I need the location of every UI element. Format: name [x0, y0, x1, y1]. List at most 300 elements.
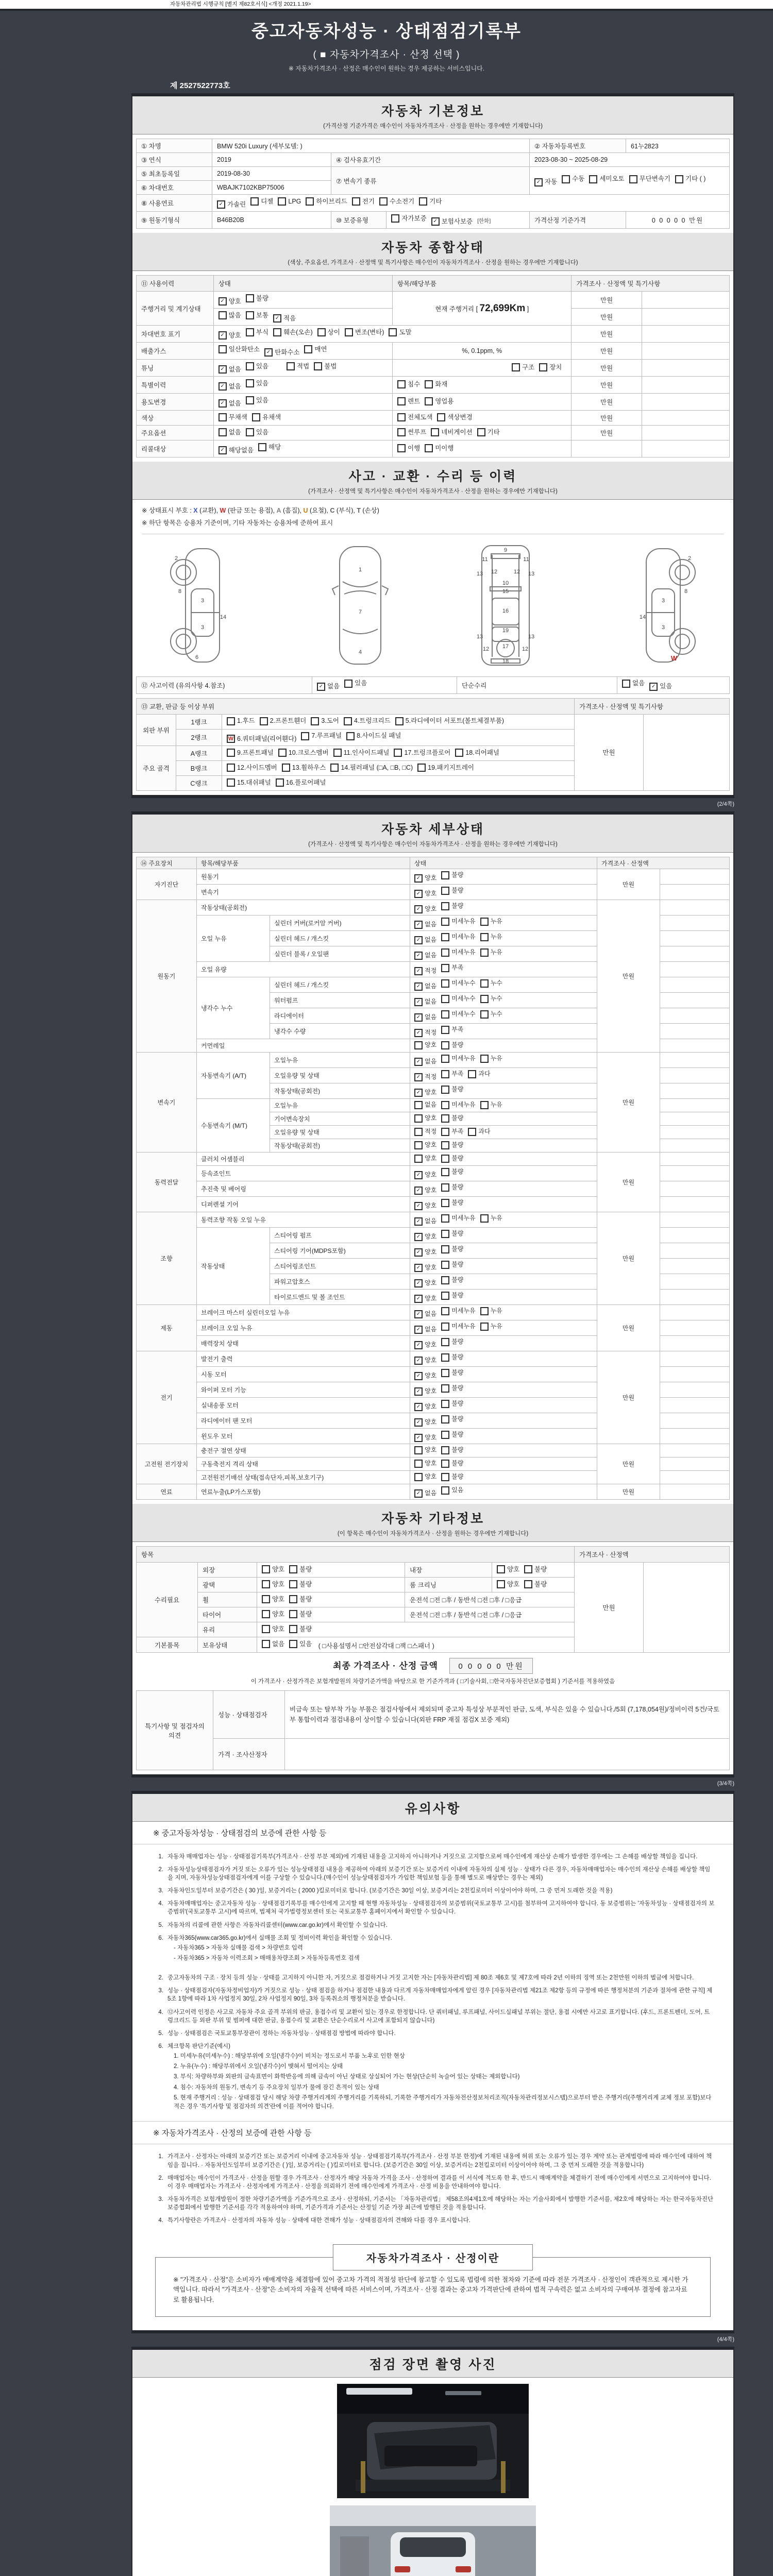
- table-cell: [660, 1413, 730, 1429]
- table-cell: 작동상태(공회전): [270, 1083, 410, 1099]
- checkbox-option[interactable]: [414, 1279, 436, 1287]
- diagram-part-number: 15: [502, 588, 509, 595]
- checkbox-option[interactable]: [414, 1310, 436, 1318]
- checkbox-option[interactable]: [246, 294, 268, 302]
- checkbox-option[interactable]: [306, 197, 347, 206]
- checkbox-label: 있음: [256, 379, 269, 387]
- diagram-part-number: 13: [528, 570, 534, 577]
- checkbox-box: ✓: [219, 365, 227, 374]
- checkbox-option[interactable]: [425, 397, 453, 405]
- checkbox-option[interactable]: [414, 1171, 436, 1179]
- table-cell: [410, 1099, 597, 1112]
- checkbox-option[interactable]: [273, 314, 296, 323]
- checkbox-option[interactable]: [344, 717, 391, 725]
- table-cell: ⑤ 최초등록일: [137, 167, 212, 181]
- table-cell: [660, 931, 730, 946]
- checkbox-option[interactable]: [330, 764, 413, 772]
- checkbox-option[interactable]: [441, 1183, 463, 1192]
- checkbox-option[interactable]: [414, 1326, 436, 1334]
- checkbox-option[interactable]: [419, 197, 442, 206]
- checkbox-option[interactable]: [414, 874, 436, 883]
- checkbox-option[interactable]: [317, 328, 340, 336]
- table-cell: [660, 1320, 730, 1336]
- checkbox-option[interactable]: [441, 1141, 463, 1149]
- checkbox-option[interactable]: [441, 1114, 463, 1123]
- checkbox-box: [441, 1199, 449, 1207]
- checkbox-option[interactable]: [414, 1357, 436, 1365]
- checkbox-option[interactable]: [441, 1155, 463, 1163]
- checkbox-option[interactable]: [246, 311, 268, 319]
- checkbox-option[interactable]: [480, 1055, 502, 1063]
- checkbox-label: 양호: [425, 1089, 437, 1096]
- checkbox-option[interactable]: [431, 217, 473, 226]
- checkbox-label: 있음: [355, 680, 367, 687]
- checkbox-label: 있음: [256, 396, 269, 404]
- checkbox-option[interactable]: [246, 396, 268, 404]
- checkbox-box: [414, 1473, 423, 1481]
- checkbox-option[interactable]: [480, 979, 502, 988]
- checkbox-option[interactable]: [282, 764, 326, 772]
- checkbox-option[interactable]: [441, 1245, 463, 1253]
- checkbox-option[interactable]: [441, 1070, 463, 1078]
- table-cell: 만원: [572, 394, 642, 411]
- diagram-part-number: 13: [528, 633, 534, 640]
- checkbox-option[interactable]: [414, 998, 436, 1006]
- checkbox-box: [227, 778, 235, 787]
- checkbox-option[interactable]: [441, 1168, 463, 1176]
- tr: [137, 1691, 730, 1739]
- checkbox-option[interactable]: [441, 918, 475, 926]
- checkbox-option[interactable]: [441, 964, 463, 972]
- checkbox-option[interactable]: [441, 887, 463, 895]
- checkbox-option[interactable]: [289, 1625, 312, 1633]
- checkbox-option[interactable]: [441, 1369, 463, 1377]
- checkbox-label: 부식: [256, 328, 269, 336]
- checkbox-box: [414, 1114, 423, 1123]
- checkbox-option[interactable]: [437, 413, 472, 421]
- checkbox-option[interactable]: [289, 1580, 312, 1588]
- checkbox-option[interactable]: [441, 1010, 475, 1019]
- checkbox-label: 가솔린: [227, 200, 246, 208]
- checkbox-option[interactable]: [219, 365, 241, 374]
- checkbox-option[interactable]: [534, 178, 557, 187]
- checkbox-box: [414, 1101, 423, 1109]
- checkbox-option[interactable]: [431, 428, 472, 436]
- table-cell: [410, 962, 597, 977]
- checkbox-option[interactable]: [262, 1580, 284, 1588]
- checkbox-option[interactable]: [414, 936, 436, 944]
- checkbox-box: ✓: [414, 1434, 423, 1442]
- checkbox-option[interactable]: [441, 1214, 475, 1223]
- checkbox-box: [262, 1565, 270, 1573]
- checkbox-option[interactable]: [441, 1400, 463, 1408]
- checkbox-option[interactable]: [278, 749, 329, 757]
- checkbox-option[interactable]: [562, 175, 584, 183]
- checkbox-option[interactable]: [414, 1101, 436, 1109]
- table-cell: [617, 676, 730, 693]
- checkbox-option[interactable]: [414, 952, 436, 960]
- table-cell: 고전원전기배선 상태(접속단자,피복,보호기구): [197, 1471, 410, 1484]
- checkbox-box: [629, 175, 637, 183]
- checkbox-box: [246, 362, 254, 370]
- checkbox-option[interactable]: [497, 1580, 519, 1588]
- checkbox-option[interactable]: [227, 749, 274, 757]
- checkbox-option[interactable]: [441, 1055, 475, 1063]
- diagram-part-number: 6: [195, 654, 198, 660]
- checkbox-option[interactable]: [379, 197, 414, 206]
- checkbox-option[interactable]: [219, 331, 241, 340]
- checkbox-option[interactable]: [441, 1486, 463, 1495]
- car-diagrams: [132, 537, 733, 672]
- checkbox-option[interactable]: [273, 328, 313, 336]
- checkbox-label: 없음: [425, 1217, 437, 1225]
- checkbox-option[interactable]: [441, 948, 475, 957]
- checkbox-box: ✓: [414, 1171, 423, 1179]
- span: 가격조사 · 산정자는 아래의 보증기간 또는 보증거리 이내에 중고자동차 성능 · 상태점검기록부(가격조사 · 산정 부분 한정)에 기재된 내용에 허위 또는 오류가 있는 경우 계약 또는 관계법령에 따라 매수인에 대하여 책임을 집니다. · 자동차인도일부터 보증기간은 ( )일, 보증거리는 ( )킬로미터로 합니다. (보증기간은 30일 이상, 보증거리는 2천킬로미터 이상이어야 하며, 그 중 먼저 도래한 것을 적용합니다): [167, 2154, 712, 2168]
- checkbox-option[interactable]: [455, 749, 499, 757]
- checkbox-box: [524, 1565, 532, 1573]
- checkbox-option[interactable]: [258, 443, 281, 451]
- table-cell: %, 0.1ppm, %: [393, 343, 572, 360]
- checkbox-label: 도말: [399, 328, 412, 336]
- checkbox-option[interactable]: [395, 717, 504, 725]
- checkbox-option[interactable]: [480, 1307, 502, 1315]
- checkbox-box: [246, 396, 254, 404]
- checkbox-option[interactable]: [311, 717, 339, 725]
- checkbox-option[interactable]: [397, 444, 420, 452]
- checkbox-option[interactable]: [480, 1323, 502, 1331]
- checkbox-option[interactable]: [344, 680, 367, 688]
- checkbox-option[interactable]: [346, 732, 401, 740]
- checkbox-option[interactable]: [497, 1565, 519, 1573]
- checkbox-option[interactable]: [289, 1640, 312, 1648]
- checkbox-option[interactable]: [289, 1610, 312, 1618]
- checkbox-option[interactable]: [301, 732, 342, 740]
- table-cell: 가격조사 · 산정액 및 특기사항: [575, 698, 730, 714]
- checkbox-option[interactable]: [289, 1595, 312, 1603]
- checkbox-option[interactable]: [441, 1307, 475, 1315]
- checkbox-option[interactable]: [227, 717, 255, 725]
- checkbox-box: ✓: [414, 1326, 423, 1334]
- checkbox-option[interactable]: [262, 1595, 284, 1603]
- checkbox-option[interactable]: [246, 428, 268, 436]
- checkbox-option[interactable]: [250, 197, 273, 206]
- rect: [395, 2566, 410, 2572]
- checkbox-option[interactable]: [441, 979, 475, 988]
- checkbox-option[interactable]: [317, 683, 340, 691]
- checkbox-option[interactable]: [219, 413, 247, 421]
- checkbox-option[interactable]: [524, 1565, 547, 1573]
- checkbox-box: [441, 1070, 449, 1078]
- checkbox-label: 미세누유: [451, 933, 476, 941]
- checkbox-option[interactable]: [219, 446, 254, 454]
- table-cell: 성능 · 상태점검자: [213, 1691, 285, 1739]
- checkbox-option[interactable]: [217, 200, 246, 209]
- checkbox-option[interactable]: [629, 175, 670, 183]
- checkbox-option[interactable]: [512, 363, 534, 371]
- notices-list-a: [132, 1844, 733, 2121]
- checkbox-option[interactable]: [441, 1230, 463, 1238]
- checkbox-option[interactable]: [414, 982, 436, 991]
- tr: [137, 212, 730, 229]
- checkbox-label: 기타 ( ): [685, 175, 706, 182]
- checkbox-label: 양호: [425, 1233, 437, 1241]
- checkbox-option[interactable]: [414, 1434, 436, 1442]
- checkbox-option[interactable]: [441, 1460, 463, 1468]
- checkbox-option[interactable]: [414, 1202, 436, 1210]
- checkbox-option[interactable]: [441, 1041, 463, 1049]
- checkbox-option[interactable]: [441, 1199, 463, 1207]
- checkbox-box: [539, 363, 547, 371]
- checkbox-option[interactable]: [480, 1101, 502, 1109]
- notice-item: [151, 1866, 715, 1882]
- span: 4.: [158, 2217, 163, 2224]
- panel-frame-rank-table: [136, 698, 730, 791]
- checkbox-option[interactable]: [262, 1640, 284, 1648]
- table-cell: 튜닝: [137, 360, 214, 377]
- checkbox-box: [512, 363, 520, 371]
- checkbox-option[interactable]: [414, 1155, 436, 1163]
- section-title: 자동차 종합상태: [381, 241, 484, 255]
- checkbox-option[interactable]: [414, 1233, 436, 1241]
- checkbox-option[interactable]: [227, 735, 296, 743]
- checkbox-option[interactable]: [414, 1089, 436, 1097]
- checkbox-box: [414, 1128, 423, 1136]
- checkbox-option[interactable]: [219, 399, 241, 408]
- checkbox-option[interactable]: [441, 902, 463, 910]
- checkbox-option[interactable]: [414, 1372, 436, 1380]
- checkbox-option[interactable]: [414, 921, 436, 929]
- checkbox-option[interactable]: [414, 1264, 436, 1272]
- notice-item: [151, 2153, 715, 2169]
- checkbox-option[interactable]: [345, 328, 384, 336]
- notice-item: [151, 2174, 715, 2191]
- checkbox-box: [227, 764, 235, 772]
- checkbox-option[interactable]: [589, 175, 624, 183]
- checkbox-option[interactable]: [397, 397, 420, 405]
- checkbox-option[interactable]: [252, 413, 281, 421]
- checkbox-label: 미세누유: [451, 1055, 476, 1062]
- checkbox-option[interactable]: [414, 1029, 436, 1037]
- checkbox-box: [345, 328, 353, 336]
- table-cell: [213, 343, 392, 360]
- checkbox-option[interactable]: [414, 1128, 436, 1136]
- checkbox-option[interactable]: [394, 749, 450, 757]
- checkbox-option[interactable]: [414, 1295, 436, 1303]
- checkbox-option[interactable]: [441, 1086, 463, 1094]
- table-cell: 연료: [137, 1484, 197, 1500]
- checkbox-option[interactable]: [441, 1473, 463, 1481]
- checkbox-box: [246, 428, 254, 436]
- checkbox-option[interactable]: [246, 362, 268, 370]
- checkbox-option[interactable]: [441, 1431, 463, 1439]
- checkbox-option[interactable]: [397, 428, 426, 436]
- checkbox-box: [480, 1010, 489, 1019]
- checkbox-option[interactable]: [262, 1610, 284, 1618]
- checkbox-label: 미이행: [435, 444, 454, 452]
- span: 성능 · 상태점검은 국토교통부장관이 정하는 자동차성능 · 상태점검 방법에 따라야 합니다.: [167, 2030, 396, 2037]
- checkbox-option[interactable]: [414, 1473, 436, 1481]
- checkbox-option[interactable]: [414, 1073, 436, 1081]
- checkbox-option[interactable]: [524, 1580, 547, 1588]
- checkbox-option[interactable]: [441, 871, 463, 879]
- checkbox-label: 전체도색: [408, 413, 433, 421]
- checkbox-option[interactable]: [414, 1114, 436, 1123]
- checkbox-label: 썬루프: [408, 428, 427, 436]
- table-cell: 만원: [572, 411, 642, 426]
- checkbox-box: [414, 1141, 423, 1149]
- car-diagram-side-right: [585, 540, 715, 668]
- checkbox-label: 양호: [425, 1155, 437, 1162]
- checkbox-option[interactable]: [414, 1141, 436, 1149]
- checkbox-option[interactable]: [352, 197, 375, 206]
- checkbox-label: 누유: [490, 1055, 502, 1062]
- checkbox-option[interactable]: [314, 362, 337, 370]
- checkbox-option[interactable]: [414, 1341, 436, 1349]
- checkbox-option[interactable]: [333, 749, 390, 757]
- checkbox-option[interactable]: [480, 1214, 502, 1223]
- checkbox-option[interactable]: [278, 197, 301, 206]
- checkbox-option[interactable]: [262, 1625, 284, 1633]
- checkbox-option[interactable]: [425, 380, 447, 388]
- checkbox-option[interactable]: [441, 1323, 475, 1331]
- checkbox-option[interactable]: [441, 1026, 463, 1034]
- checkbox-option[interactable]: [246, 379, 268, 387]
- checkbox-option[interactable]: [441, 995, 475, 1003]
- checkbox-option[interactable]: [441, 1101, 475, 1109]
- checkbox-label: 수소전기: [389, 197, 415, 205]
- checkbox-option[interactable]: [480, 995, 502, 1003]
- diagram-part-number: 2: [174, 555, 178, 562]
- price-definition-box: [155, 2253, 711, 2317]
- checkbox-option[interactable]: [414, 1446, 436, 1454]
- table-cell: 항목: [137, 1547, 575, 1563]
- checkbox-option[interactable]: [480, 1010, 502, 1019]
- checkbox-option[interactable]: [289, 1565, 312, 1573]
- table-cell: 휠: [198, 1592, 257, 1607]
- checkbox-option[interactable]: [264, 348, 299, 357]
- table-cell: [492, 1563, 575, 1578]
- checkbox-option[interactable]: [414, 1187, 436, 1195]
- checkbox-label: 불량: [451, 1041, 464, 1049]
- checkbox-option[interactable]: [219, 297, 241, 306]
- checkbox-option[interactable]: [441, 1384, 463, 1393]
- checkbox-box: [262, 1640, 270, 1648]
- checkbox-label: 13.휠하우스: [292, 764, 326, 771]
- checkbox-option[interactable]: [477, 428, 500, 436]
- checkbox-option[interactable]: [441, 1446, 463, 1454]
- notice-item: [151, 1974, 715, 1982]
- checkbox-option[interactable]: [414, 1489, 436, 1498]
- checkbox-option[interactable]: [414, 905, 436, 913]
- checkbox-option[interactable]: [246, 328, 268, 336]
- checkbox-option[interactable]: [414, 890, 436, 898]
- checkbox-option[interactable]: [441, 1353, 463, 1362]
- table-cell: [410, 1212, 597, 1228]
- checkbox-option[interactable]: [287, 362, 309, 370]
- checkbox-option[interactable]: [414, 1418, 436, 1427]
- checkbox-option[interactable]: [389, 328, 411, 336]
- checkbox-label: 16.플로어패널: [285, 778, 326, 786]
- checkbox-option[interactable]: [262, 1565, 284, 1573]
- checkbox-label: 불량: [451, 1415, 464, 1423]
- checkbox-option[interactable]: [675, 175, 705, 183]
- checkbox-box: [441, 1307, 449, 1315]
- checkbox-label: 양호: [425, 1387, 437, 1395]
- checkbox-option[interactable]: [227, 778, 271, 787]
- checkbox-option[interactable]: [468, 1128, 490, 1136]
- checkbox-option[interactable]: [425, 444, 453, 452]
- checkbox-option[interactable]: [441, 1261, 463, 1269]
- table-cell: 비금속 또는 탈부착 가능 부품은 점검사항에서 제외되며 중고차 특성상 부분적인 판금, 도색, 부식은 있을 수 있습니다./5회 (7,178,054원)/정비이력 5건/국토부 통합이력과 점검내용이 상이할 수 있습니다(외판 FRP 재질 점검X 보증 제외): [285, 1691, 730, 1739]
- checkbox-option[interactable]: [441, 1128, 463, 1136]
- checkbox-option[interactable]: [649, 683, 672, 691]
- checkbox-option[interactable]: [622, 680, 645, 688]
- checkbox-box: [304, 345, 312, 353]
- checkbox-option[interactable]: [219, 345, 260, 353]
- checkbox-label: 없음: [425, 952, 437, 959]
- checkbox-option[interactable]: [397, 413, 432, 421]
- checkbox-option[interactable]: [276, 778, 326, 787]
- checkbox-option[interactable]: [260, 717, 307, 725]
- checkbox-option[interactable]: [219, 382, 241, 391]
- table-cell: 만원: [597, 1444, 660, 1484]
- checkbox-option[interactable]: [441, 1292, 463, 1300]
- checkbox-label: 색상변경: [447, 413, 473, 421]
- checkbox-option[interactable]: [480, 948, 502, 957]
- checkbox-option[interactable]: [414, 1403, 436, 1411]
- checkbox-label: 18.리어패널: [465, 749, 499, 756]
- tr: [137, 1484, 730, 1500]
- checkbox-box: [441, 1261, 449, 1269]
- checkbox-box: ✓: [414, 1202, 423, 1210]
- checkbox-option[interactable]: [480, 933, 502, 941]
- checkbox-option[interactable]: [539, 363, 562, 371]
- span: 4.: [158, 1901, 163, 1907]
- checkbox-option[interactable]: [304, 345, 327, 353]
- checkbox-option[interactable]: [441, 1276, 463, 1284]
- checkbox-option[interactable]: [468, 1070, 490, 1078]
- checkbox-option[interactable]: [414, 1387, 436, 1396]
- checkbox-option[interactable]: [414, 1013, 436, 1022]
- checkbox-option[interactable]: [414, 1041, 436, 1049]
- accident-legend: [142, 505, 724, 534]
- checkbox-option[interactable]: [441, 1338, 463, 1346]
- checkbox-label: 양호: [507, 1580, 520, 1588]
- checkbox-label: 유채색: [262, 413, 281, 421]
- checkbox-option[interactable]: [227, 764, 277, 772]
- checkbox-option[interactable]: [480, 918, 502, 926]
- checkbox-box: [441, 1460, 449, 1468]
- checkbox-option[interactable]: [441, 933, 475, 941]
- rect: [456, 2566, 471, 2572]
- table-cell: 만원: [597, 1305, 660, 1351]
- checkbox-option[interactable]: [414, 1248, 436, 1257]
- checkbox-option[interactable]: [417, 764, 474, 772]
- checkbox-option[interactable]: [219, 428, 241, 436]
- checkbox-label: 없음: [425, 1101, 437, 1109]
- checkbox-option[interactable]: [414, 1058, 436, 1066]
- table-cell: 상태: [213, 276, 392, 292]
- checkbox-option[interactable]: [441, 1415, 463, 1423]
- checkbox-option[interactable]: [397, 380, 420, 388]
- checkbox-label: 없음: [228, 365, 241, 373]
- checkbox-option[interactable]: [414, 1460, 436, 1468]
- checkbox-option[interactable]: [391, 214, 426, 223]
- checkbox-option[interactable]: [414, 1217, 436, 1226]
- checkbox-option[interactable]: [414, 967, 436, 975]
- checkbox-option[interactable]: [219, 311, 241, 319]
